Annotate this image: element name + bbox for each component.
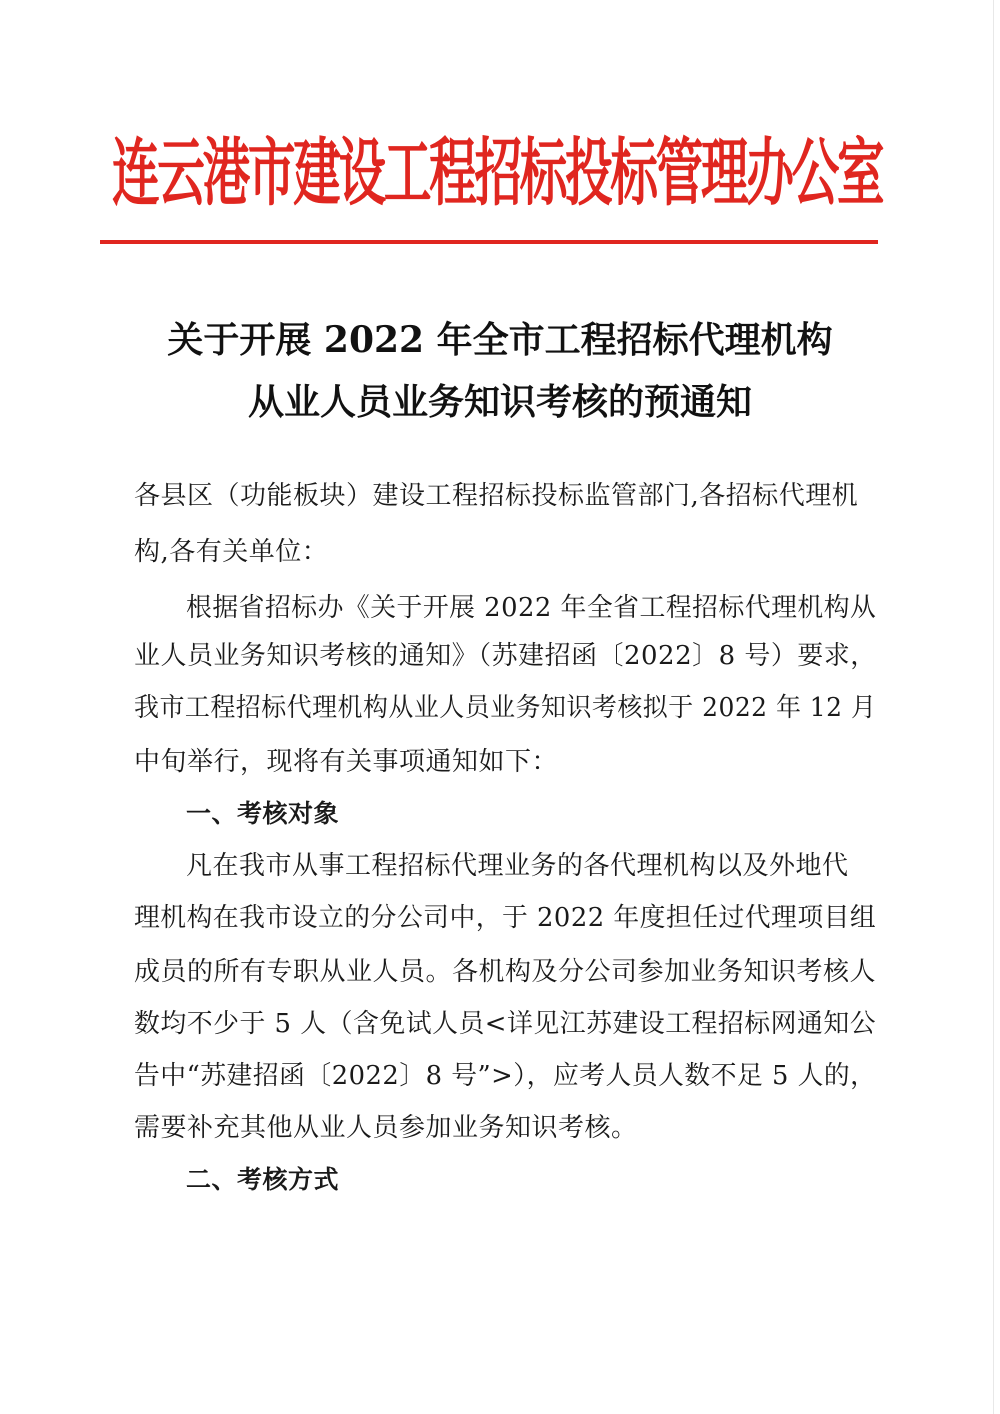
section-2-heading: 二、考核方式 <box>186 1165 340 1194</box>
letterhead-org-name: 连云港市建设工程招标投标管理办公室 <box>112 129 883 216</box>
section-1-line-4: 数均不少于 5 人（含免试人员<详见江苏建设工程招标网通知公 <box>134 1009 877 1039</box>
letterhead-red-rule <box>100 240 878 244</box>
section-1-line-3: 成员的所有专职从业人员。各机构及分公司参加业务知识考核人 <box>134 957 877 987</box>
section-1-line-6: 需要补充其他从业人员参加业务知识考核。 <box>134 1113 638 1143</box>
intro-line-4: 中旬举行，现将有关事项通知如下： <box>134 747 559 777</box>
section-1-line-5: 告中“苏建招函〔2022〕8 号”>），应考人员人数不足 5 人的， <box>134 1061 877 1091</box>
intro-line-3: 我市工程招标代理机构从业人员业务知识考核拟于 2022 年 12 月 <box>134 693 877 723</box>
salutation-line-2: 构,各有关单位： <box>134 537 329 567</box>
salutation-line-1: 各县区（功能板块）建设工程招标投标监管部门,各招标代理机 <box>134 481 859 511</box>
document-title-line-2: 从业人员业务知识考核的预通知 <box>247 381 752 423</box>
section-1-line-2: 理机构在我市设立的分公司中，于 2022 年度担任过代理项目组 <box>134 903 877 933</box>
intro-line-2: 业人员业务知识考核的通知》（苏建招函〔2022〕8 号）要求， <box>134 641 877 671</box>
section-1-heading: 一、考核对象 <box>186 799 340 828</box>
document-title-line-1: 关于开展 2022 年全市工程招标代理机构 <box>167 319 833 361</box>
section-1-line-1: 凡在我市从事工程招标代理业务的各代理机构以及外地代 <box>186 851 849 881</box>
intro-line-1: 根据省招标办《关于开展 2022 年全省工程招标代理机构从 <box>186 593 877 623</box>
scan-edge-line <box>993 0 994 1414</box>
